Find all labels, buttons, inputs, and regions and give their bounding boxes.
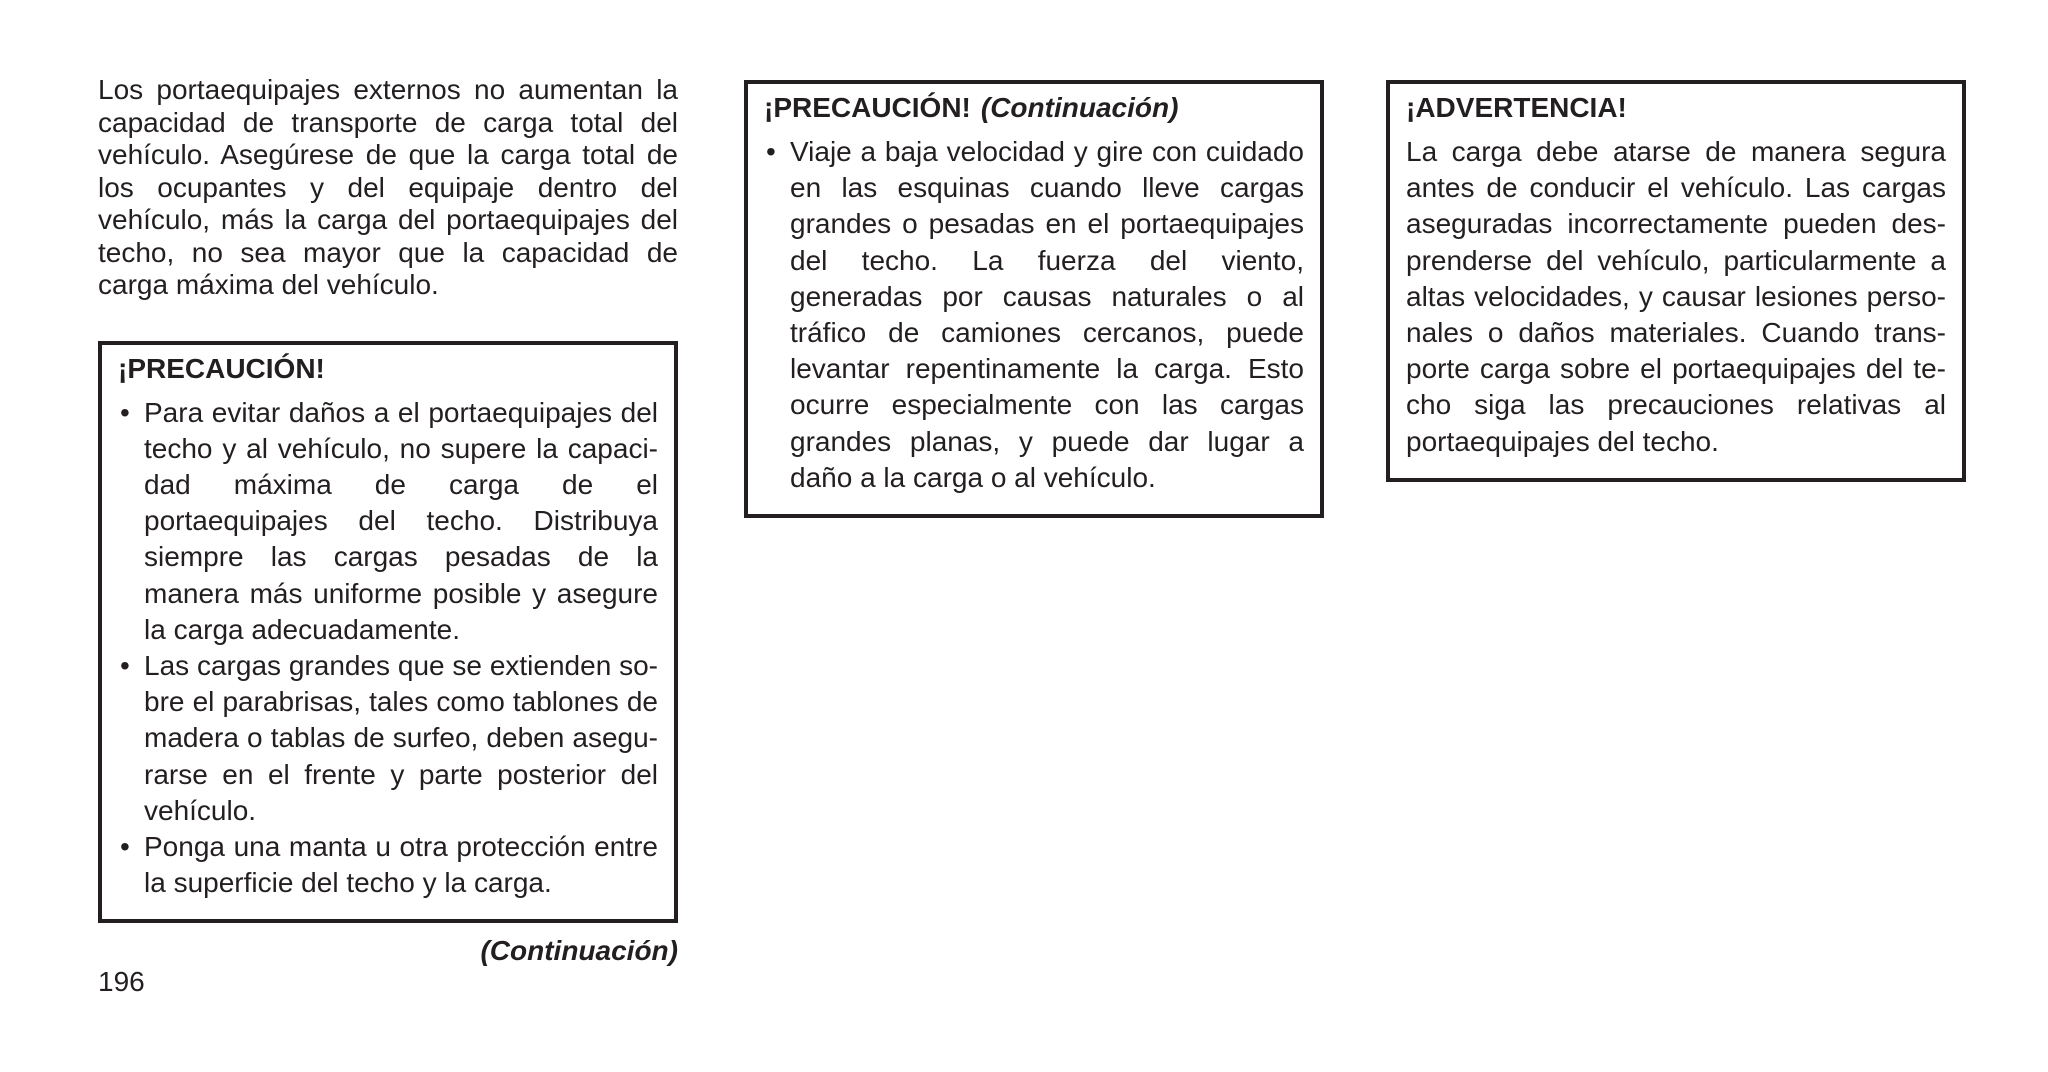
bullet-icon: • (766, 136, 776, 167)
caution-box (98, 341, 678, 924)
bullet-icon: • (120, 649, 130, 681)
caution-bullet-text: Viaje a baja velocidad y gire con cuidado en las esquinas cuando lleve cargas grandes o pesadas en el portaequipajes del techo. La fuerza del viento, generadas por causas naturales o al tráfico de camiones cercanos, puede levantar repentinamente la carga. Esto ocurre especialmente con las cargas grandes planas, y puede dar lugar a daño a la carga o al vehículo. (790, 136, 1304, 493)
caution-bullet-item (118, 395, 658, 648)
continued-label: (Continuación) (480, 935, 678, 967)
bullet-icon: • (120, 396, 130, 428)
intro-paragraph: Los portaequipajes externos no aumentan la capacidad de transporte de carga total del vehículo. Asegúrese de que la carga total de los ocupantes y del equipaje dentro del vehículo, más la carga del portaequipajes del techo, no sea mayor que la capacidad de carga máxima del vehículo. (98, 74, 678, 300)
middle-column (744, 74, 1324, 518)
caution-title-suffix: (Continuación) (980, 92, 1179, 123)
warning-text: La carga debe atarse de manera segura antes de conducir el vehículo. Las cargas aseguradas incorrectamente pueden desprenderse del vehículo, particularmente a altas velocidades, y causar lesiones personales o daños materiales. Cuando transporte carga sobre el portaequipajes del techo siga las precauciones relativas al portaequipajes del techo. (1406, 136, 1946, 457)
caution-title: ¡PRECAUCIÓN! (764, 92, 971, 123)
caution-bullet-text: Ponga una manta u otra protección entre la superficie del techo y la carga. (144, 830, 658, 899)
bullet-icon: • (120, 830, 130, 862)
right-column (1386, 74, 1966, 482)
caution-bullet-text: Las cargas grandes que se extienden sobre el parabrisas, tales como tablones de madera o tablas de surfeo, deben asegurarse en el frente y parte posterior del vehículo. (144, 649, 658, 826)
caution-continued-box (744, 80, 1324, 518)
caution-continued-title (764, 90, 1304, 126)
caution-title: ¡PRECAUCIÓN! (118, 352, 325, 384)
caution-bullet-item (764, 134, 1304, 496)
warning-title: ¡ADVERTENCIA! (1406, 92, 1627, 123)
page-number: 196 (98, 966, 145, 997)
caution-bullet-item (118, 829, 658, 901)
caution-bullet-list (764, 134, 1304, 496)
caution-bullet-text: Para evitar daños a el portaequipajes del techo y al vehículo, no supere la capacidad máxima de carga de el portaequipajes del techo. Distribuya siempre las cargas pesadas de la manera más uniforme posible y asegure la carga adecuadamente. (144, 396, 658, 645)
warning-box (1386, 80, 1966, 482)
left-column (98, 74, 678, 969)
caution-bullet-list (118, 395, 658, 902)
caution-bullet-item (118, 648, 658, 829)
